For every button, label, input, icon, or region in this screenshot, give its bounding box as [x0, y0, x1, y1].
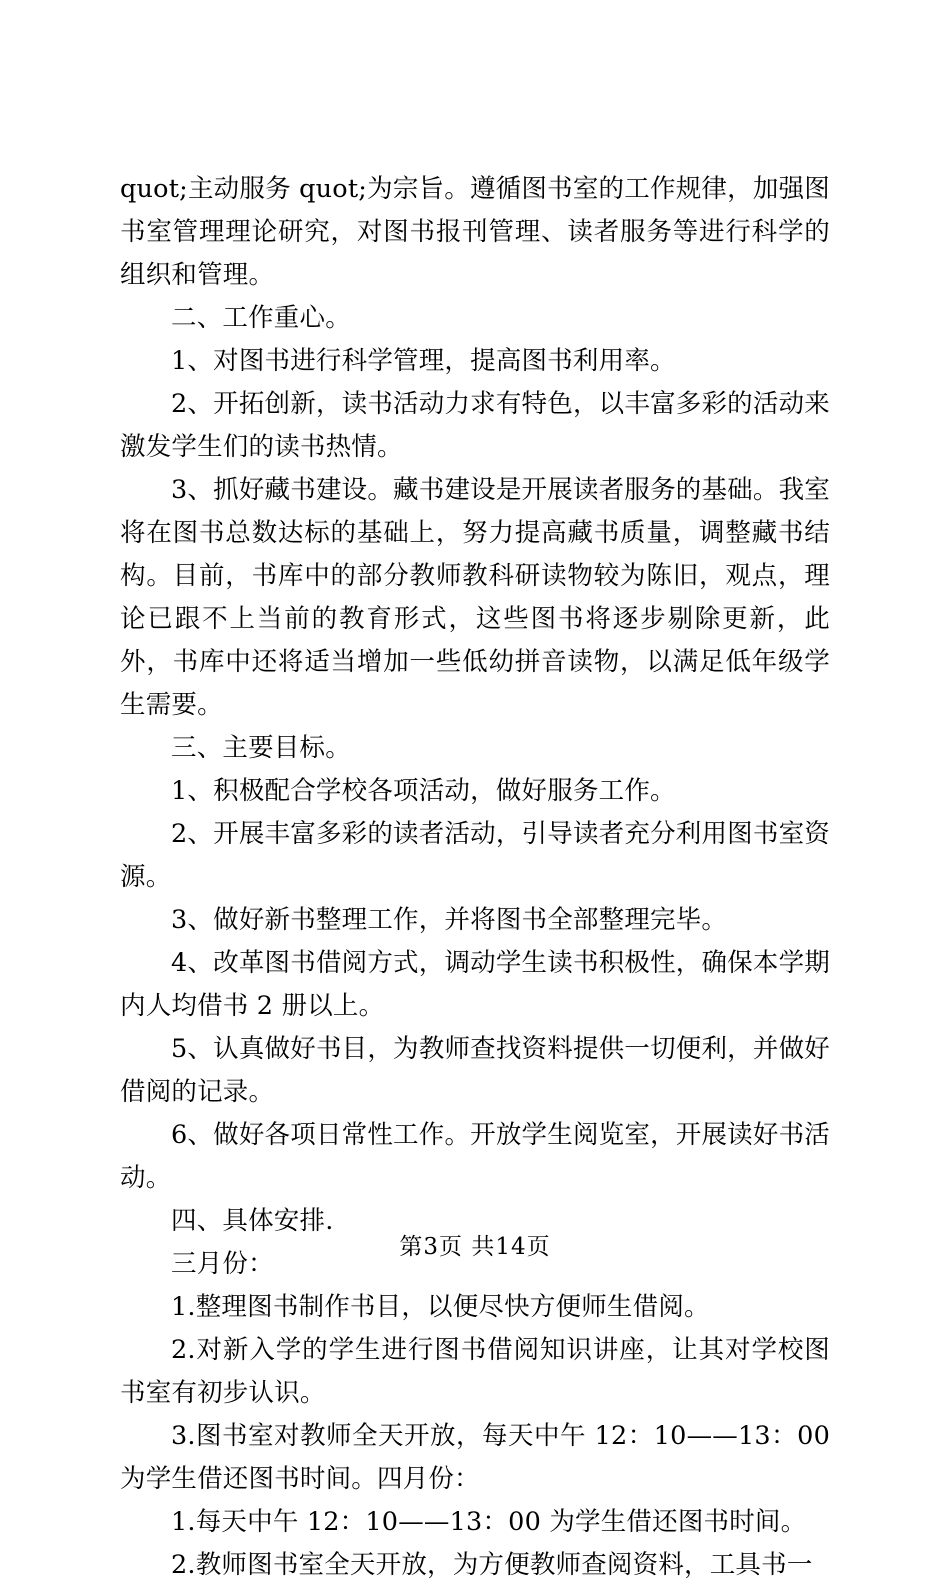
- paragraph: 2、开拓创新，读书活动力求有特色，以丰富多彩的活动来激发学生们的读书热情。: [120, 389, 830, 462]
- paragraph: 6、做好各项日常性工作。开放学生阅览室，开展读好书活动。: [120, 1120, 830, 1193]
- paragraph: 1.每天中午 12：10——13：00 为学生借还图书时间。: [171, 1507, 807, 1537]
- paragraph: quot;主动服务 quot;为宗旨。遵循图书室的工作规律，加强图书室管理理论研究，对图书报刊管理、读者服务等进行科学的组织和管理。: [120, 174, 830, 290]
- page-footer: 第3页 共14页: [399, 1234, 551, 1260]
- paragraph: 5、认真做好书目，为教师查找资料提供一切便利，并做好借阅的记录。: [120, 1034, 830, 1107]
- paragraph: 1、积极配合学校各项活动，做好服务工作。: [171, 776, 676, 806]
- paragraph: 四、具体安排.: [171, 1206, 334, 1236]
- paragraph: 2.对新入学的学生进行图书借阅知识讲座，让其对学校图书室有初步认识。: [120, 1335, 830, 1408]
- paragraph: 4、改革图书借阅方式，调动学生读书积极性，确保本学期内人均借书 2 册以上。: [120, 948, 830, 1021]
- paragraph: 2.教师图书室全天开放，为方便教师查阅资料，工具书一: [171, 1550, 813, 1580]
- paragraph: 1.整理图书制作书目，以便尽快方便师生借阅。: [171, 1292, 710, 1322]
- paragraph: 3.图书室对教师全天开放，每天中午 12：10——13：00 为学生借还图书时间。四月份：: [120, 1421, 830, 1494]
- paragraph: 3、做好新书整理工作，并将图书全部整理完毕。: [171, 905, 728, 935]
- paragraph: 二、工作重心。: [171, 303, 351, 333]
- paragraph: 1、对图书进行科学管理，提高图书利用率。: [171, 346, 676, 376]
- document-body: [120, 168, 830, 1587]
- paragraph: 三、主要目标。: [171, 733, 351, 763]
- paragraph: 3、抓好藏书建设。藏书建设是开展读者服务的基础。我室将在图书总数达标的基础上，努力提高藏书质量，调整藏书结构。目前，书库中的部分教师教科研读物较为陈旧，观点，理论已跟不上当前的教育形式，这些图书将逐步剔除更新，此外，书库中还将适当增加一些低幼拼音读物，以满足低年级学生需要。: [120, 475, 830, 720]
- paragraph: 2、开展丰富多彩的读者活动，引导读者充分利用图书室资源。: [120, 819, 830, 892]
- paragraph: 三月份：: [171, 1249, 274, 1279]
